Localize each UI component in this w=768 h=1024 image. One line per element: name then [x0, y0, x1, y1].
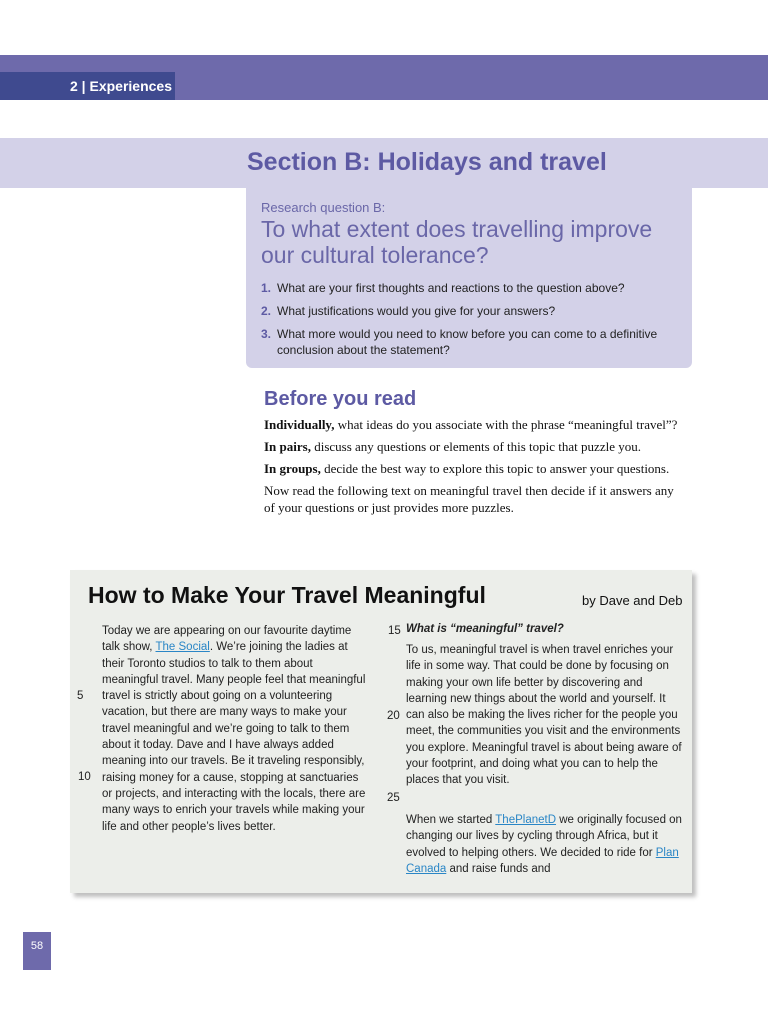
- before-you-read-heading: Before you read: [264, 388, 417, 410]
- page-number: 58: [23, 932, 51, 970]
- article-byline: by Dave and Deb: [582, 593, 683, 608]
- research-question-list: [261, 280, 681, 365]
- paragraph-text: what ideas do you associate with the phrase “meaningful travel”?: [334, 417, 678, 432]
- paragraph: [264, 482, 684, 516]
- paragraph: [264, 460, 684, 477]
- line-number: 10: [78, 771, 91, 783]
- paragraph-lead: In groups,: [264, 461, 321, 476]
- article-right-column: To us, meaningful travel is when travel enriches your life in some way. That could be done by focusing on making your own life better by discovering and learning new things about the world and yourself. It can also be making the lives richer for the people you meet, the communities you visit and the environments you explore. Meaningful travel is about being aware of your footprint, and doing what you can to help the places that you visit.: [406, 644, 682, 787]
- research-question-label: Research question B:: [261, 200, 386, 215]
- article-text: and raise funds and: [446, 862, 551, 875]
- list-item-text: What more would you need to know before you can come to a definitive conclusion about the statement?: [277, 327, 658, 357]
- article-right-column-paragraph: [406, 812, 682, 877]
- theplanetd-link[interactable]: ThePlanetD: [495, 814, 557, 826]
- section-title: Section B: Holidays and travel: [247, 148, 607, 176]
- article-text: Today we are appearing on our favourite daytime talk show,: [102, 625, 352, 654]
- article-text: we originally focused on changing our lives by cycling through Africa, but it evolved to helping others. We decided to ride for: [406, 814, 682, 859]
- article-text: . We’re joining the ladies at their Toronto studios to talk to them about meaningful travel. Many people feel that meaningful travel is strictly about going on a volunteering vacation, but there are many ways to make your travel meaningful and we’re going to talk to them about it today. Dave and I have always added meaning into our travels. Be it traveling responsibly, raising money for a cause, stopping at sanctuaries or projects, and interacting with the locals, there are many ways to enrich your travels while making your life and other people’s lives better.: [102, 641, 366, 833]
- line-number: 25: [387, 792, 400, 804]
- research-question: To what extent does travelling improve our cultural tolerance?: [261, 216, 653, 268]
- list-item-number: 3.: [261, 327, 272, 341]
- list-item: [261, 280, 681, 296]
- chapter-label: 2 | Experiences: [0, 72, 175, 100]
- line-number: 5: [77, 690, 84, 702]
- paragraph-text: Now read the following text on meaningful travel then decide if it answers any of your questions or just provides more puzzles.: [264, 483, 674, 515]
- article-title: How to Make Your Travel Meaningful: [88, 582, 486, 608]
- list-item-text: What are your first thoughts and reactions to the question above?: [277, 281, 625, 295]
- the-social-link[interactable]: The Social: [155, 641, 210, 654]
- list-item-number: 1.: [261, 281, 272, 295]
- article-left-column: [102, 623, 367, 835]
- paragraph-lead: In pairs,: [264, 439, 311, 454]
- list-item: [261, 326, 681, 358]
- line-number: 15: [388, 625, 401, 637]
- list-item-text: What justifications would you give for your answers?: [277, 304, 556, 318]
- paragraph-lead: Individually,: [264, 417, 335, 432]
- line-number: 20: [387, 710, 400, 722]
- before-you-read-text: [264, 416, 684, 521]
- paragraph-text: decide the best way to explore this topic to answer your questions.: [320, 461, 670, 476]
- article-text: When we started: [406, 814, 496, 826]
- list-item: [261, 303, 681, 319]
- article-subheading: What is “meaningful” travel?: [406, 623, 564, 635]
- plan-canada-link[interactable]: Plan Canada: [406, 846, 679, 875]
- paragraph-text: discuss any questions or elements of this topic that puzzle you.: [310, 439, 641, 454]
- paragraph: [264, 438, 684, 455]
- list-item-number: 2.: [261, 304, 272, 318]
- paragraph: [264, 416, 684, 433]
